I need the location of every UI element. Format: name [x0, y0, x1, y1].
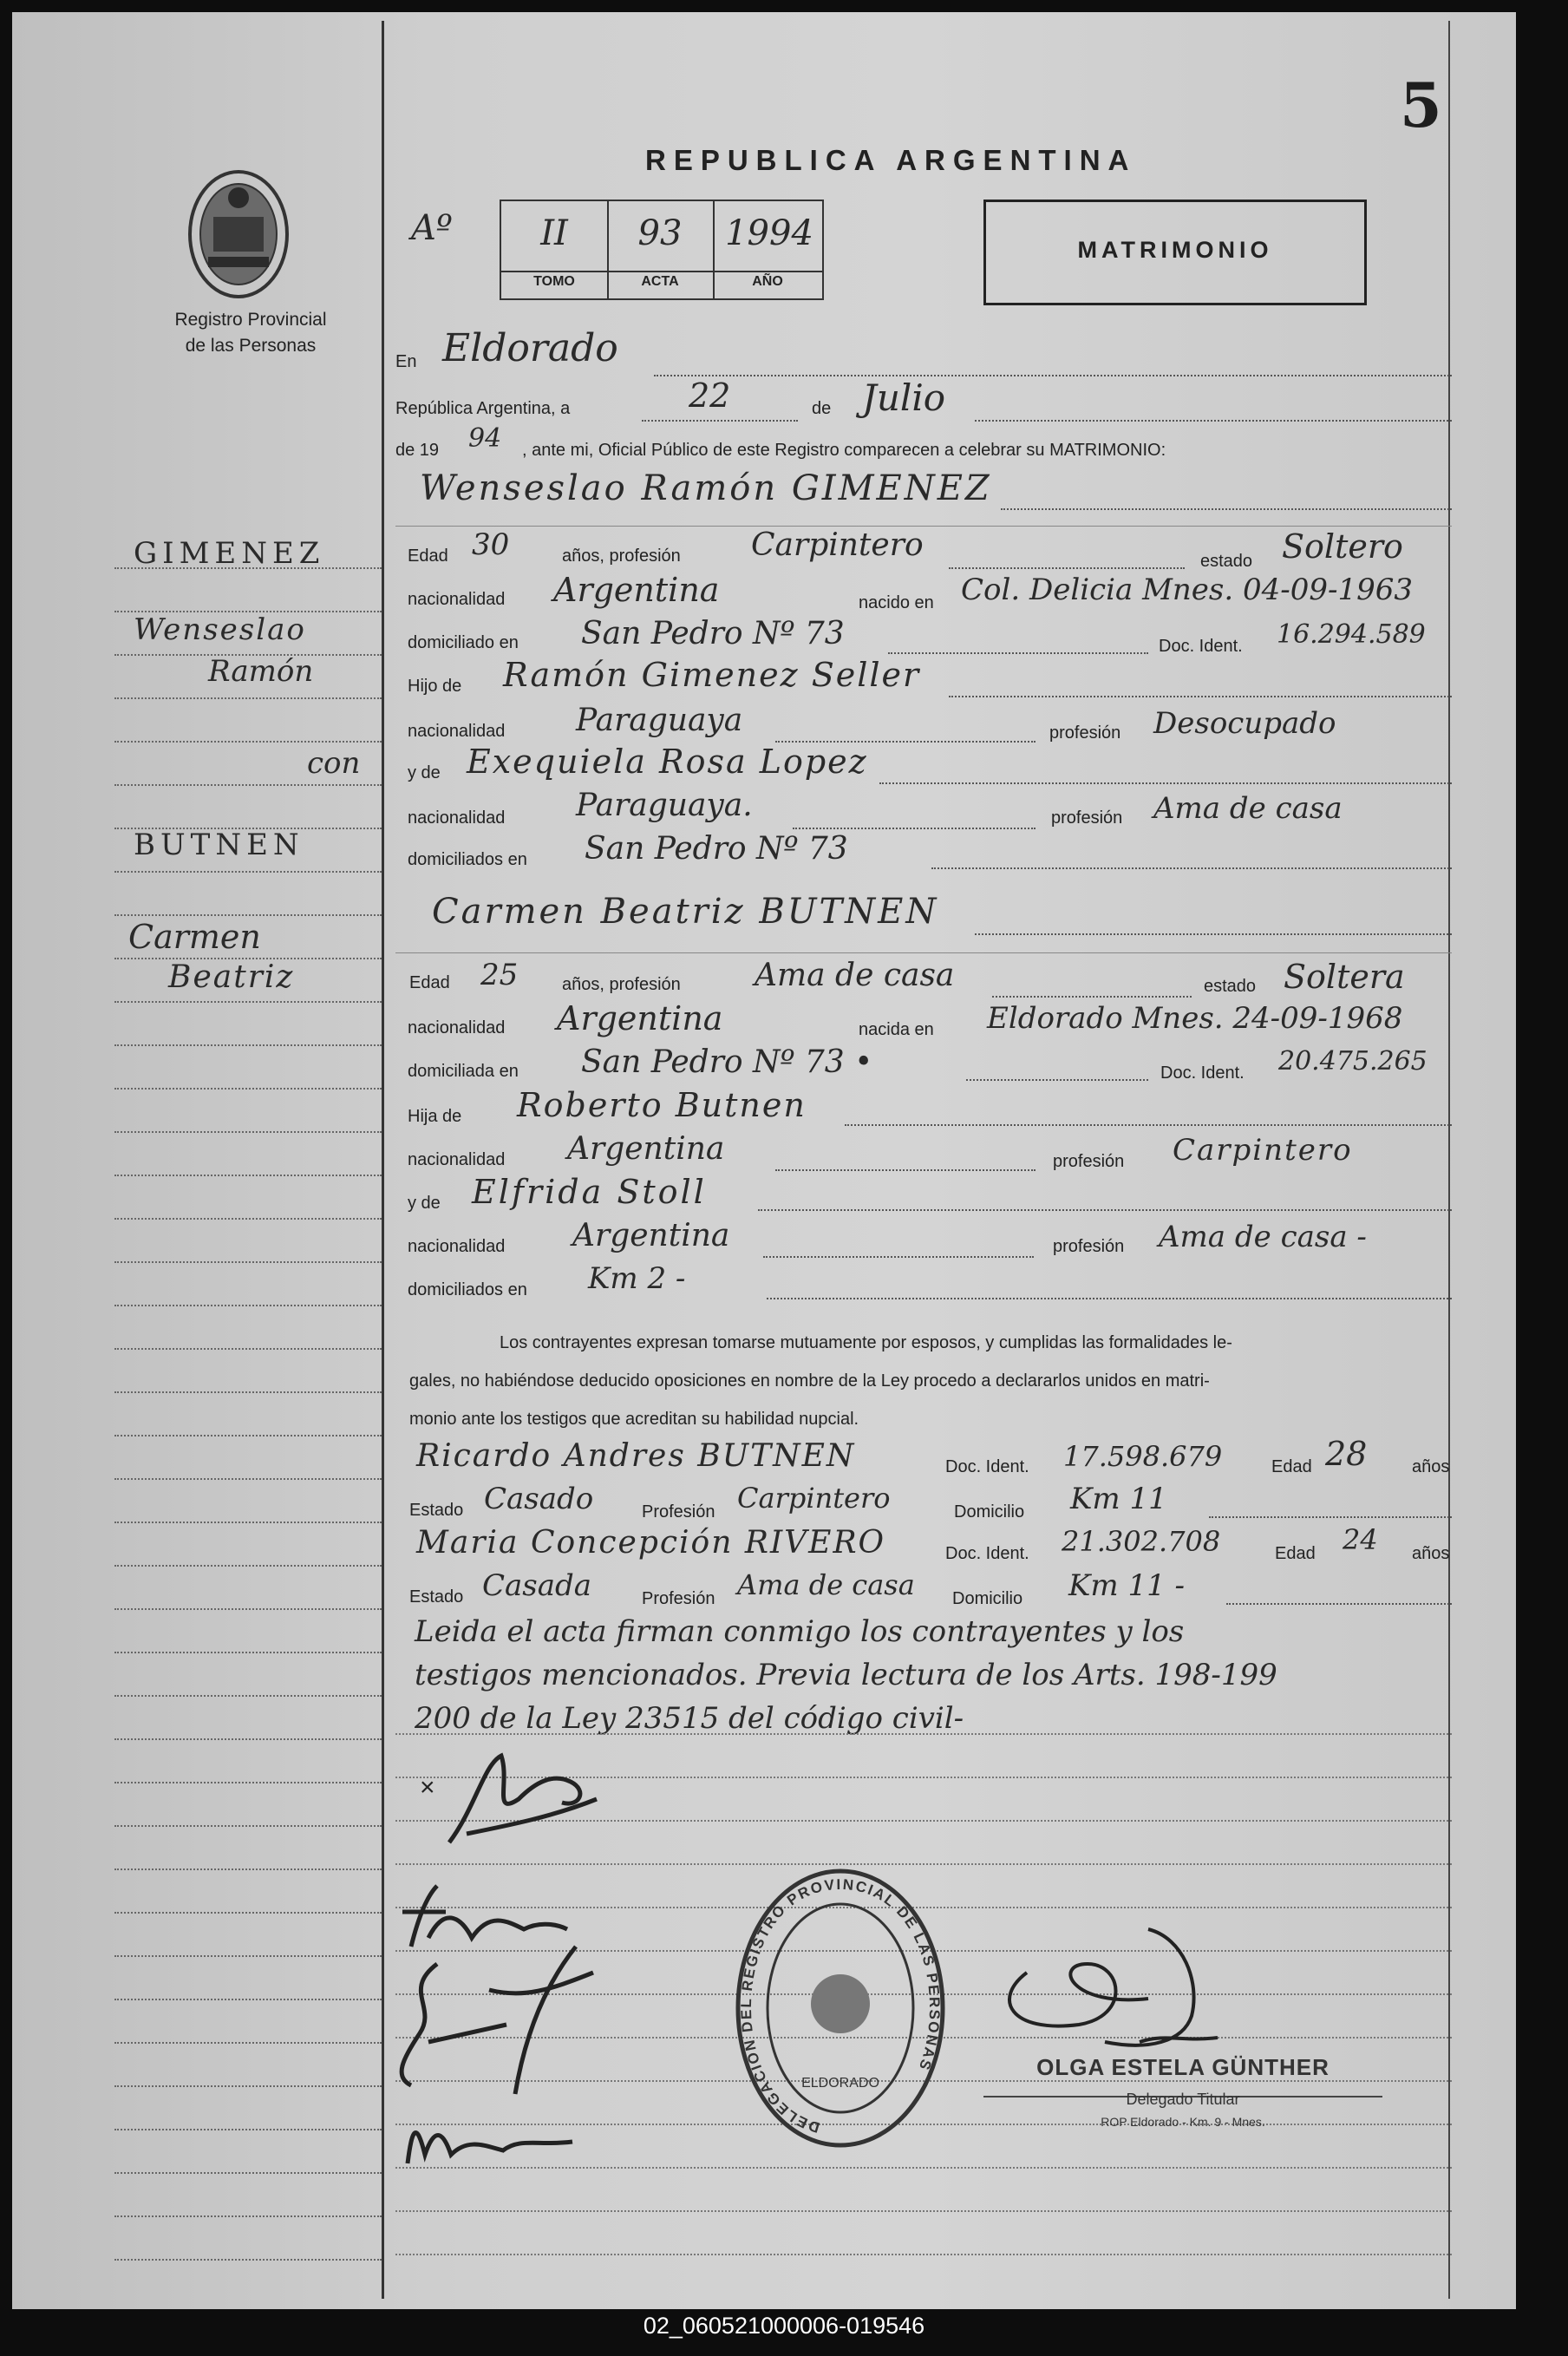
witness2-dom-label: Domicilio — [952, 1589, 1023, 1608]
footer-id: 02_060521000006-019546 — [643, 2313, 925, 2339]
margin-rule-line — [114, 2042, 382, 2044]
act-type: MATRIMONIO — [1077, 237, 1273, 263]
record-box — [500, 200, 824, 300]
groom-edad: 30 — [472, 527, 510, 562]
witness1-signature-icon — [385, 1938, 611, 2103]
groom-parents-dom-label: domiciliados en — [408, 850, 527, 869]
groom-doc-label: Doc. Ident. — [1159, 637, 1243, 656]
registry-name-line1: Registro Provincial — [174, 310, 327, 330]
margin-rule-line — [114, 2215, 382, 2217]
witness1-name: Ricardo Andres BUTNEN — [416, 1438, 856, 1474]
margin-surname-groom: GIMENEZ — [134, 536, 325, 571]
groom-doc: 16.294.589 — [1277, 619, 1426, 650]
official-name: OLGA ESTELA GÜNTHER — [1036, 2054, 1330, 2080]
groom-father-prof: Desocupado — [1153, 706, 1336, 741]
witness1-edad-label: Edad — [1271, 1457, 1312, 1476]
bride-nacida: Eldorado Mnes. 24-09-1968 — [987, 1001, 1403, 1036]
official-seal-icon — [732, 1865, 949, 2151]
bride-hija-label: Hija de — [408, 1107, 462, 1126]
margin-rule-line — [114, 1218, 382, 1220]
year-suffix: 94 — [468, 423, 502, 454]
margin-rule-line — [114, 1999, 382, 2000]
groom-mother-prof-label: profesión — [1051, 808, 1123, 828]
ruled-line — [395, 1733, 1452, 1735]
witness2-edad: 24 — [1343, 1523, 1378, 1556]
margin-rule-line — [114, 1088, 382, 1090]
margin-rule-line — [114, 914, 382, 916]
declaration-line2: gales, no habiéndose deducido oposiciones en nombre de la Ley procedo a declararlos unidos en matri- — [409, 1371, 1210, 1391]
bride-edad-label: Edad — [409, 973, 450, 992]
groom-dom-label: domiciliado en — [408, 633, 519, 652]
year-prefix: de 19 — [395, 441, 440, 460]
groom-yde-label: y de — [408, 763, 441, 782]
margin-rule-line — [114, 1261, 382, 1263]
witness2-edad-label: Edad — [1275, 1544, 1316, 1563]
bride-nacida-label: nacida en — [859, 1020, 934, 1039]
declaration — [409, 1324, 1450, 1438]
place-value: Eldorado — [442, 326, 618, 370]
groom-profesion: Carpintero — [751, 527, 924, 563]
witness2-domicilio: Km 11 - — [1068, 1568, 1186, 1603]
ano-label: AÑO — [752, 274, 783, 289]
bride-nacionalidad: Argentina — [557, 999, 723, 1037]
intro-text: , ante mi, Oficial Público de este Registro comparecen a celebrar su MATRIMONIO: — [522, 441, 1166, 460]
groom-mother: Exequiela Rosa Lopez — [467, 743, 868, 781]
bride-father: Roberto Butnen — [517, 1086, 807, 1124]
margin-rule-line — [114, 784, 382, 786]
margin-rule-line — [114, 697, 382, 699]
official-signature-icon — [975, 1912, 1270, 2068]
margin-rule-line — [114, 1955, 382, 1957]
republica-label: República Argentina, a — [395, 399, 571, 418]
margin-rule-line — [114, 2259, 382, 2261]
act-type-box — [983, 200, 1367, 305]
day-value: 22 — [689, 376, 731, 415]
ruled-line — [395, 2210, 1452, 2212]
groom-name: Wenseslao Ramón GIMENEZ — [420, 468, 992, 508]
bride-doc: 20.475.265 — [1278, 1046, 1428, 1077]
margin-rule-line — [114, 871, 382, 873]
bride-nac-label: nacionalidad — [408, 1018, 506, 1037]
right-rule — [1448, 21, 1450, 2299]
bride-mother-nac: Argentina — [572, 1218, 730, 1253]
witness2-estado: Casada — [482, 1568, 592, 1603]
margin-rule-line — [114, 2129, 382, 2130]
witness1-doc-label: Doc. Ident. — [945, 1457, 1029, 1476]
signature-mark: × — [420, 1773, 435, 1802]
bride-mother-prof-label: profesión — [1053, 1237, 1125, 1256]
margin-rule-line — [114, 2172, 382, 2174]
margin-rule-line — [114, 1912, 382, 1914]
witness1-prof-label: Profesión — [642, 1502, 715, 1522]
country-title: REPUBLICA ARGENTINA — [645, 144, 1137, 176]
margin-con: con — [307, 746, 361, 781]
witness1-estado: Casado — [484, 1482, 594, 1516]
document-page — [12, 12, 1516, 2309]
groom-domicilio: San Pedro Nº 73 — [581, 616, 845, 651]
witness1-edad: 28 — [1325, 1435, 1368, 1473]
registry-name — [108, 307, 394, 359]
margin-rule-line — [114, 2085, 382, 2087]
official-title: Delegado Titular — [1126, 2091, 1240, 2108]
witness2-anos-label: años — [1412, 1544, 1450, 1563]
groom-nac-label: nacionalidad — [408, 590, 506, 609]
margin-rule-line — [114, 1782, 382, 1783]
witness2-signature-icon — [399, 2111, 590, 2172]
groom-estado: Soltero — [1282, 527, 1403, 566]
margin-rule-line — [114, 1738, 382, 1740]
groom-father: Ramón Gimenez Seller — [503, 656, 921, 694]
margin-rule-line — [114, 1435, 382, 1437]
margin-rule-line — [114, 1348, 382, 1350]
witness2-name: Maria Concepción RIVERO — [416, 1525, 886, 1561]
margin-rule-line — [114, 1001, 382, 1003]
bride-father-prof-label: profesión — [1053, 1152, 1125, 1171]
margin-rule-line — [114, 1695, 382, 1697]
witness2-doc-label: Doc. Ident. — [945, 1544, 1029, 1563]
groom-mother-nac: Paraguaya. — [576, 788, 753, 823]
witness2-prof-label: Profesión — [642, 1589, 715, 1608]
groom-signature-icon — [441, 1747, 605, 1851]
margin-rule-line — [114, 1175, 382, 1176]
seal-ring-text: DELEGACION DEL REGISTRO PROVINCIAL DE LAS PERSONAS — [737, 1875, 944, 2137]
bride-mother-nac-label: nacionalidad — [408, 1237, 506, 1256]
groom-edad-label: Edad — [408, 546, 448, 566]
margin-rule-line — [114, 1305, 382, 1306]
bride-dom-label: domiciliada en — [408, 1062, 519, 1081]
margin-rule — [382, 21, 384, 2299]
groom-mother-prof: Ama de casa — [1153, 791, 1343, 826]
groom-nacido-label: nacido en — [859, 593, 934, 612]
seal-bottom-text: ELDORADO — [801, 2076, 879, 2091]
bride-father-nac: Argentina — [567, 1131, 725, 1167]
bride-profesion-label: años, profesión — [562, 975, 681, 994]
closing-note-line1: Leida el acta firman conmigo los contrayentes y los — [415, 1614, 1185, 1649]
bride-father-nac-label: nacionalidad — [408, 1150, 506, 1169]
bride-profesion: Ama de casa — [755, 958, 955, 993]
closing-note-line3: 200 de la Ley 23515 del código civil- — [415, 1701, 964, 1736]
margin-rule-line — [114, 1652, 382, 1653]
declaration-line1: Los contrayentes expresan tomarse mutuamente por esposos, y cumplidas las formalidades le- — [500, 1333, 1232, 1352]
groom-mother-nac-label: nacionalidad — [408, 808, 506, 828]
witness1-doc: 17.598.679 — [1063, 1440, 1223, 1473]
closing-note-line2: testigos mencionados. Previa lectura de los Arts. 198-199 — [415, 1658, 1277, 1692]
margin-rule-line — [114, 1131, 382, 1133]
margin-surname-bride: BUTNEN — [134, 828, 304, 862]
bride-father-prof: Carpintero — [1173, 1133, 1353, 1168]
bride-doc-label: Doc. Ident. — [1160, 1063, 1245, 1083]
margin-rule-line — [114, 1391, 382, 1393]
ruled-line — [395, 2254, 1452, 2255]
groom-nacido: Col. Delicia Mnes. 04-09-1963 — [961, 573, 1414, 607]
declaration-line3: monio ante los testigos que acreditan su habilidad nupcial. — [409, 1410, 859, 1429]
bride-parents-dom-label: domiciliados en — [408, 1280, 527, 1299]
margin-given-groom-2: Ramón — [208, 654, 314, 689]
registry-name-line2: de las Personas — [185, 336, 317, 356]
bride-mother-prof: Ama de casa - — [1159, 1220, 1367, 1254]
official-office: ROP Eldorado - Km. 9 - Mnes. — [1101, 2115, 1265, 2129]
groom-profesion-label: años, profesión — [562, 546, 681, 566]
witness1-dom-label: Domicilio — [954, 1502, 1025, 1522]
witness2-estado-label: Estado — [409, 1587, 464, 1607]
margin-given-bride-2: Beatriz — [168, 959, 295, 995]
margin-given-bride-1: Carmen — [128, 918, 261, 956]
month-value: Julio — [862, 376, 946, 419]
acta-value: 93 — [637, 213, 683, 253]
closing-note — [415, 1610, 1277, 1740]
margin-rule-line — [114, 1825, 382, 1827]
groom-parents-dom: San Pedro Nº 73 — [585, 831, 848, 867]
margin-rule-line — [114, 1478, 382, 1480]
bride-mother: Elfrida Stoll — [472, 1173, 707, 1211]
bride-parents-dom: Km 2 - — [588, 1261, 686, 1296]
bride-name: Carmen Beatriz BUTNEN — [432, 892, 939, 932]
margin-rule-line — [114, 1044, 382, 1046]
ano-value: 1994 — [725, 213, 813, 253]
en-label: En — [395, 352, 417, 371]
witness1-domicilio: Km 11 — [1070, 1482, 1167, 1516]
acta-label: ACTA — [641, 274, 679, 289]
witness2-profesion: Ama de casa — [737, 1568, 915, 1601]
witness2-doc: 21.302.708 — [1062, 1525, 1221, 1558]
folio-note: Aº — [411, 208, 453, 248]
witness1-anos-label: años — [1412, 1457, 1450, 1476]
groom-hijo-label: Hijo de — [408, 677, 462, 696]
margin-rule-line — [114, 741, 382, 743]
groom-nacionalidad: Argentina — [553, 571, 720, 609]
margin-rule-line — [114, 1608, 382, 1610]
margin-given-groom-1: Wenseslao — [134, 612, 306, 647]
groom-father-nac: Paraguaya — [576, 703, 743, 738]
margin-rule-line — [114, 1868, 382, 1870]
margin-rule-line — [114, 1522, 382, 1523]
bride-domicilio: San Pedro Nº 73 • — [581, 1044, 873, 1080]
witness1-estado-label: Estado — [409, 1501, 464, 1520]
page-number: 5 — [1400, 69, 1442, 141]
bride-yde-label: y de — [408, 1194, 441, 1213]
margin-rule-line — [114, 1565, 382, 1567]
groom-father-nac-label: nacionalidad — [408, 722, 506, 741]
groom-father-prof-label: profesión — [1049, 723, 1121, 743]
tomo-value: II — [540, 213, 568, 253]
tomo-label: TOMO — [533, 274, 575, 289]
bride-estado-label: estado — [1204, 977, 1257, 996]
bride-estado: Soltera — [1284, 958, 1405, 996]
de-label: de — [812, 399, 832, 418]
province-seal-icon — [182, 165, 295, 304]
witness1-profesion: Carpintero — [737, 1482, 891, 1515]
groom-estado-label: estado — [1200, 552, 1253, 571]
bride-edad: 25 — [480, 958, 519, 992]
